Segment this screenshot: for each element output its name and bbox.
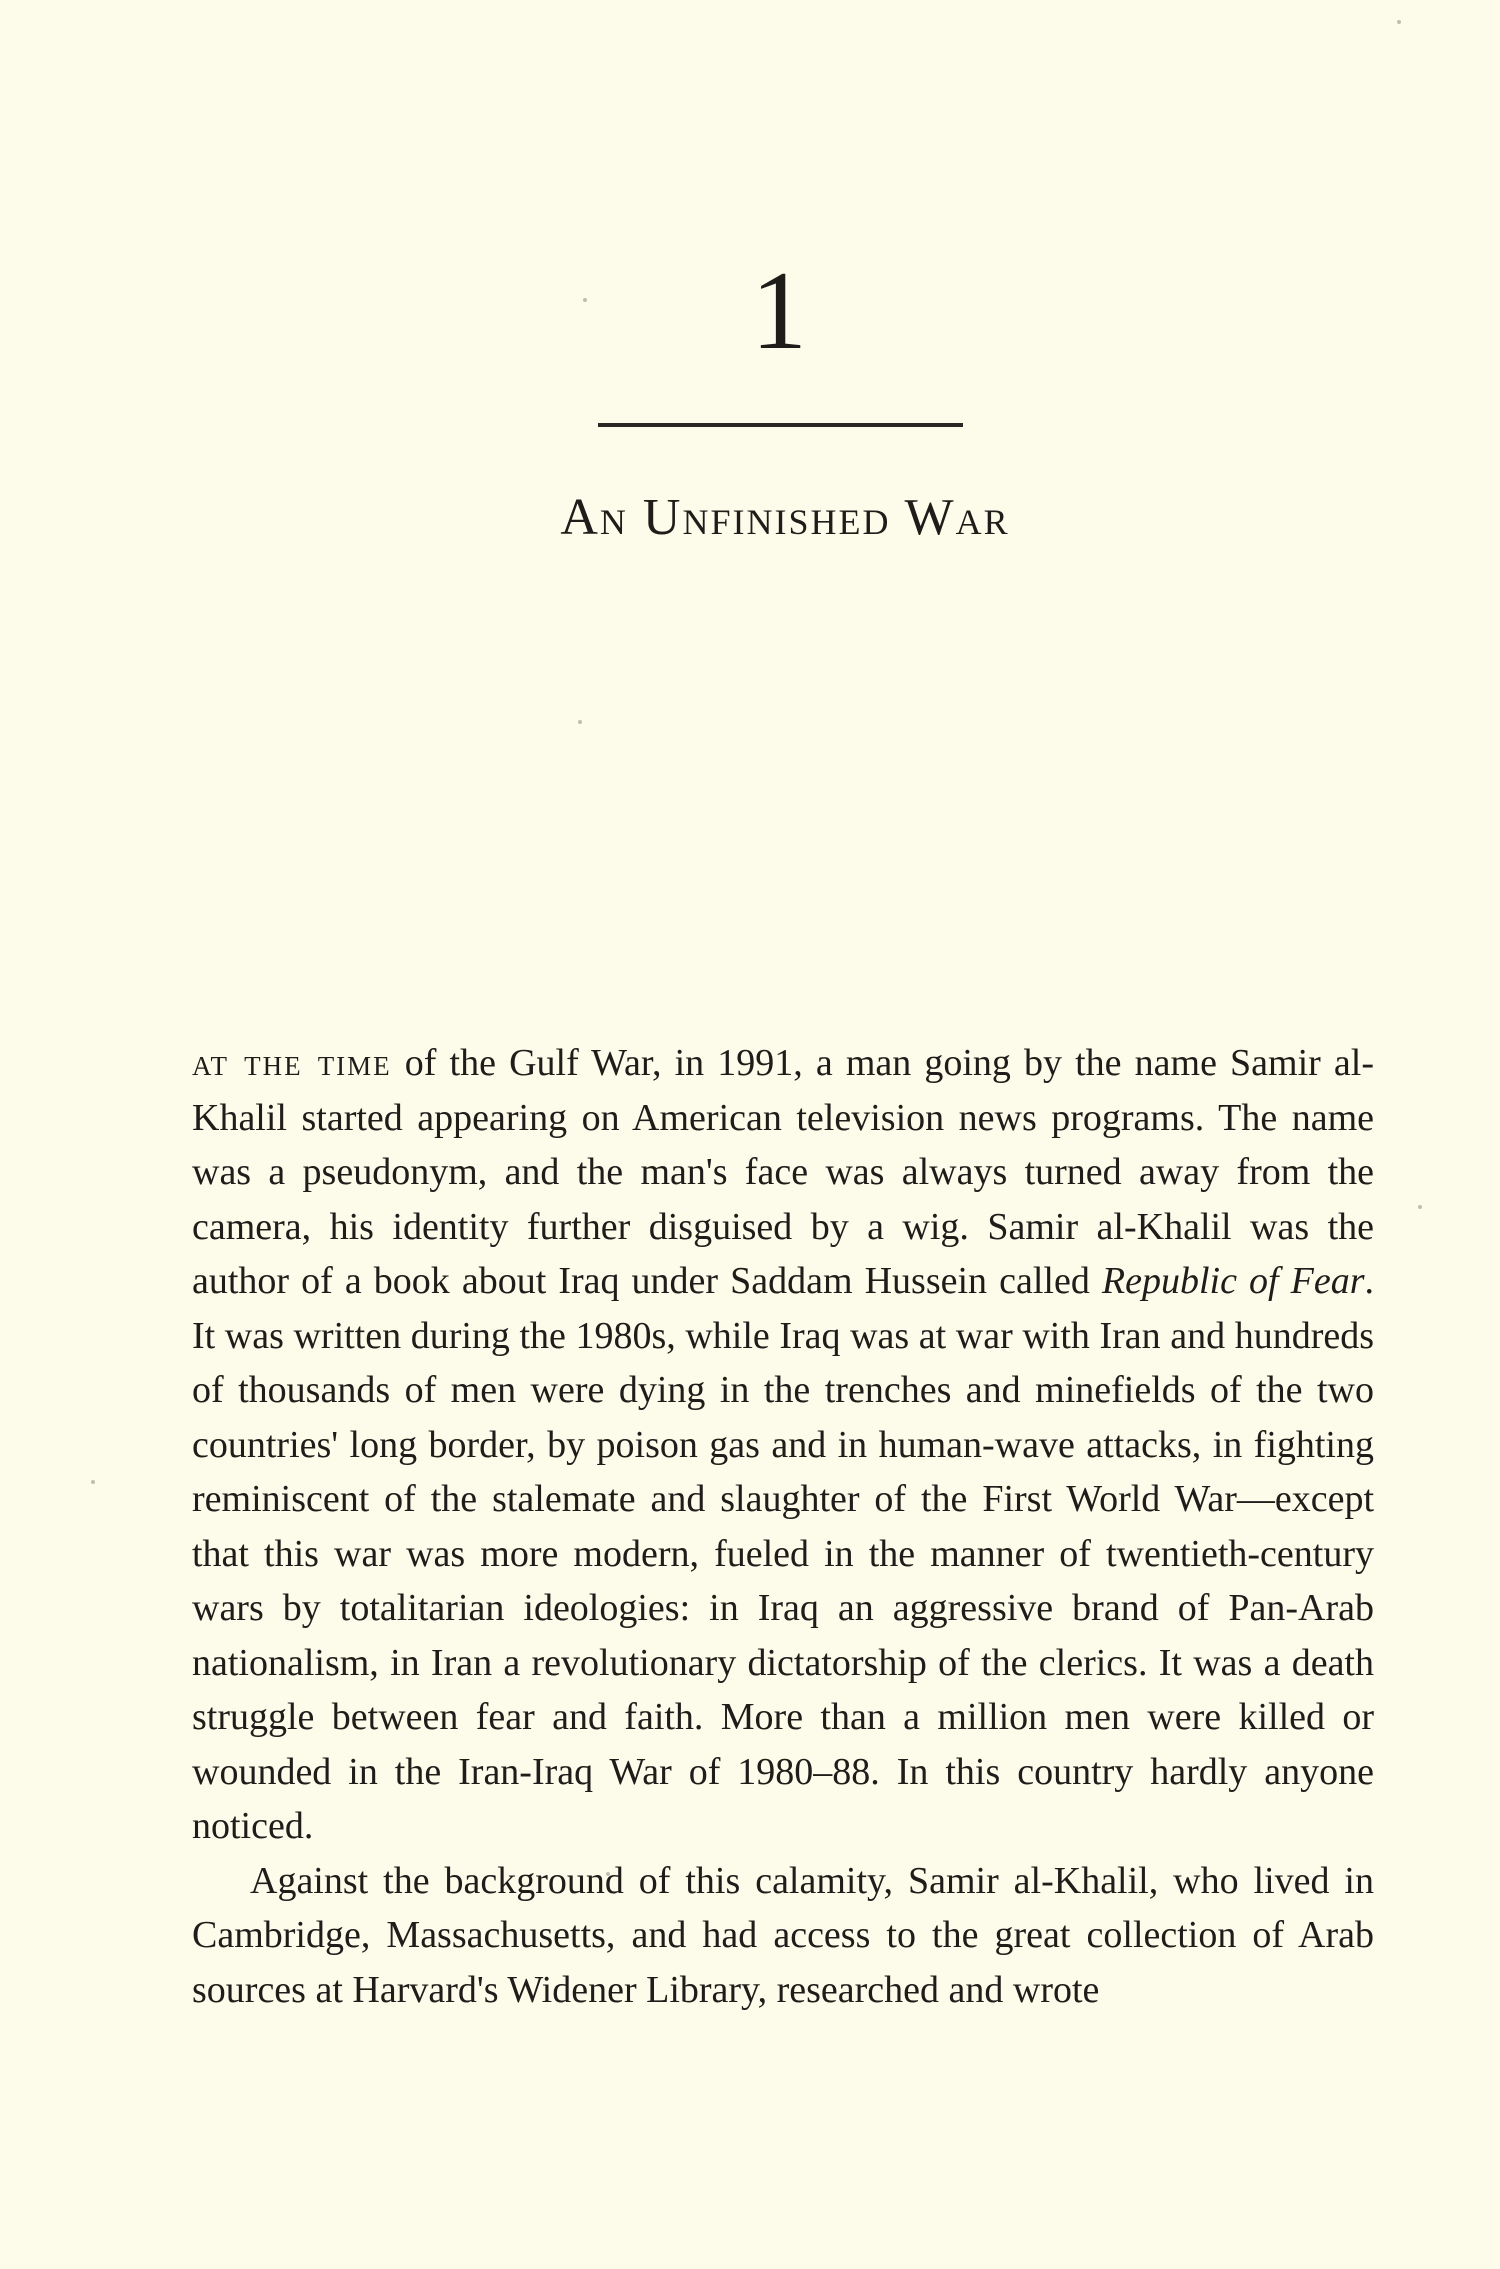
book-title: Republic of Fear (1101, 1260, 1365, 1302)
page-speck (578, 720, 582, 724)
page-speck (91, 1480, 95, 1484)
paragraph-lead-in: at the time (192, 1042, 392, 1084)
paragraph-2: Against the background of this calamity, Samir al-Khalil, who lived in Cambridge, Massachusetts, and had access to the great collection of Arab sources at Harvard's Widener Library, researched and wrote (192, 1859, 1374, 2011)
chapter-title: An Unfinished War (560, 489, 1010, 546)
page-speck (1418, 1205, 1422, 1209)
chapter-divider-rule (598, 423, 963, 427)
paragraph-1-text-a: of the Gulf War, in 1991, a man going by the name Samir al-Khalil started appearing on American television news programs. The name was a pseudonym, and the man's face was always turned away from the camera, his identity further disguised by a wig. Samir al-Khalil was the author of a book about Iraq under Saddam Hussein called (192, 1042, 1374, 1302)
chapter-number: 1 (751, 249, 807, 373)
page-speck (1397, 20, 1401, 24)
paragraph-1 (192, 1036, 1374, 1854)
chapter-body (192, 1036, 1374, 2017)
paragraph-1-text-b: . It was written during the 1980s, while Iraq was at war with Iran and hundreds of thousands of men were dying in the trenches and minefields of the two countries' long border, by poison gas and in human-wave attacks, in fighting reminiscent of the stalemate and slaughter of the First World War—except that this war was more modern, fueled in the manner of twentieth-century wars by totalitarian ideologies: in Iraq an aggressive brand of Pan-Arab nationalism, in Iran a revolutionary dictatorship of the clerics. It was a death struggle between fear and faith. More than a million men were killed or wounded in the Iran-Iraq War of 1980–88. In this country hardly anyone noticed. (192, 1260, 1374, 1847)
